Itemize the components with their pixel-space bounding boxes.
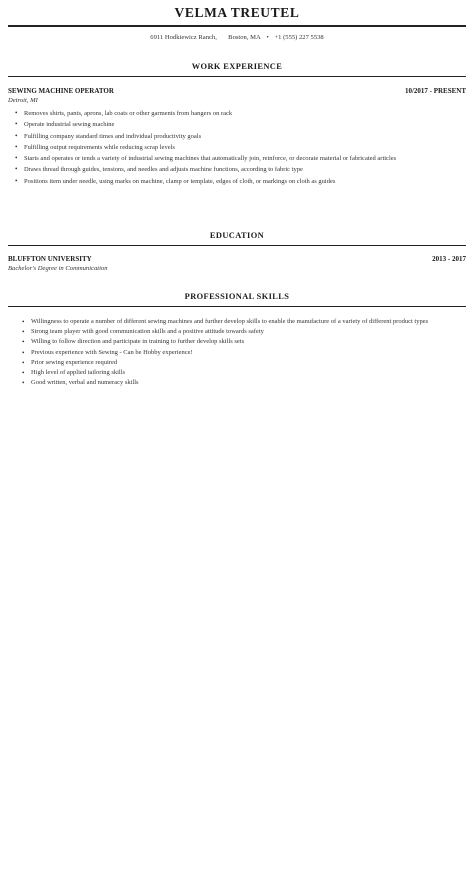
list-item: • Prior sewing experience required	[31, 358, 451, 368]
separator-dot: •	[266, 34, 269, 41]
skills-heading: PROFESSIONAL SKILLS	[184, 292, 290, 301]
candidate-name: VELMA TREUTEL	[174, 5, 300, 20]
list-item: • Fulfilling company standard times and individual productivity goals	[24, 131, 456, 142]
work-experience-rule	[8, 76, 466, 77]
education-dates: 2013 - 2017	[432, 255, 466, 263]
list-item: • Willingness to operate a number of different sewing machines and further develop skills to enable the manufacture of a variety of different product types	[31, 317, 451, 327]
education-rule	[8, 245, 466, 246]
address: 6911 Hodkiewicz Ranch,	[150, 34, 217, 41]
education-heading: EDUCATION	[209, 231, 265, 240]
phone: +1 (555) 227 5538	[274, 34, 324, 41]
list-item: • Previous experience with Sewing - Can be Hobby experience!	[31, 348, 451, 358]
degree: Bachelor's Degree in Communication	[8, 265, 108, 272]
header-rule	[8, 25, 466, 27]
skills-rule	[8, 306, 466, 307]
job-bullet-list	[24, 108, 456, 187]
skills-list	[31, 317, 451, 388]
list-item: • Starts and operates or tends a variety of industrial sewing machines that automatically join, reinforce, or decorate material or fabricated articles	[24, 153, 456, 164]
list-item: • Strong team player with good communication skills and a positive attitude towards safety	[31, 327, 451, 337]
list-item: • Operate industrial sewing machine	[24, 119, 456, 130]
city: Boston, MA	[228, 34, 261, 41]
list-item: • High level of applied tailoring skills	[31, 368, 451, 378]
job-dates: 10/2017 - PRESENT	[404, 87, 466, 95]
school-name: BLUFFTON UNIVERSITY	[8, 255, 92, 263]
list-item: • Positions item under needle, using marks on machine, clamp or template, edges of cloth, or markings on cloth as guides	[24, 176, 456, 187]
list-item: • Removes shirts, pants, aprons, lab coats or other garments from hangers on rack	[24, 108, 456, 119]
list-item: • Fulfilling output requirements while reducing scrap levels	[24, 142, 456, 153]
list-item: • Good written, verbal and numeracy skills	[31, 378, 451, 388]
contact-line	[0, 34, 474, 41]
list-item: • Draws thread through guides, tensions, and needles and adjusts machine functions, according to fabric type	[24, 164, 456, 175]
list-item: • Willing to follow direction and participate in training to further develop skills sets	[31, 337, 451, 347]
work-experience-heading: WORK EXPERIENCE	[191, 62, 283, 71]
job-location: Detroit, MI	[8, 97, 38, 104]
job-title: SEWING MACHINE OPERATOR	[8, 87, 114, 95]
